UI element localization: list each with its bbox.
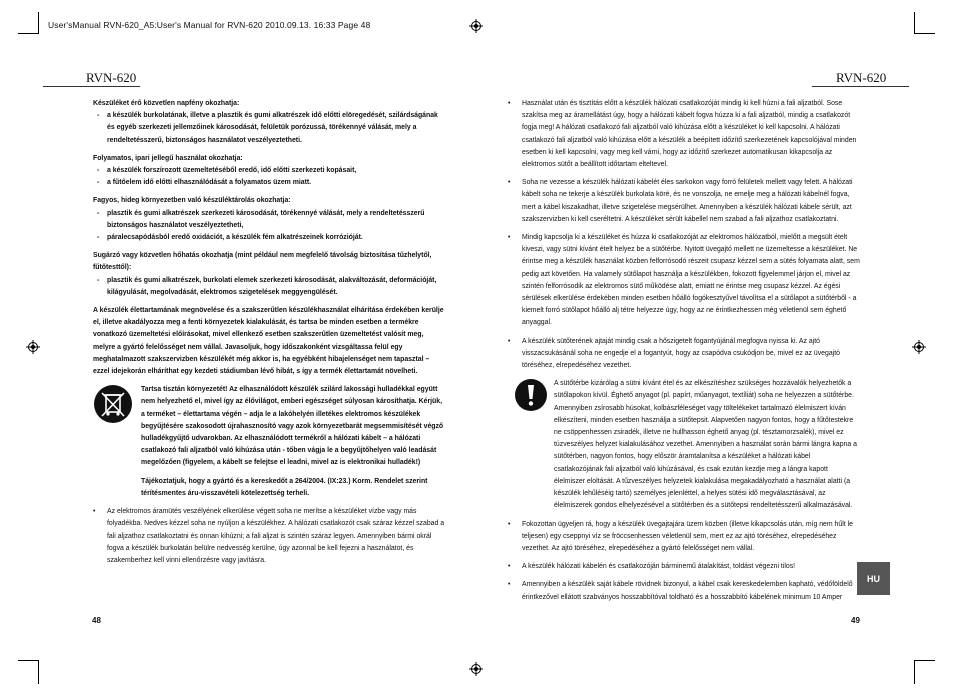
- list-item: - plasztik és gumi alkatrészek, burkolati elemek szerkezeti károsodását, alakváltozását, deformációját, kilágyulását, megolvadását, elektromos szigetelések meggyengülését.: [93, 275, 445, 299]
- crop-mark: [18, 660, 38, 661]
- bullet-item: • A készülék hálózati kábelén és csatlakozóján bárminemű átalakítást, toldást végezni tilos!: [508, 563, 796, 571]
- registration-mark-icon: [912, 340, 926, 354]
- crop-mark: [18, 33, 38, 34]
- dash-list: [93, 208, 445, 245]
- warning-block: [508, 378, 860, 512]
- list-item: - páralecsapódásból eredő oxidációt, a készülék fém alkatrészeinek korrózióját.: [93, 232, 445, 244]
- list-item: - a készülék forszírozott üzemeltetéséből eredő, idő előtti szerkezeti kopásait,: [93, 165, 445, 177]
- list-item: - a fűtőelem idő előtti elhasználódását a folyamatos üzem miatt.: [93, 177, 445, 189]
- header-model-left: RVN-620: [86, 70, 137, 85]
- crop-mark: [38, 660, 39, 684]
- left-column: [93, 98, 445, 567]
- registration-mark-icon: [469, 662, 483, 676]
- bullet-text: A készülék hálózati kábelén és csatlakozóján bárminemű átalakítást, toldást végezni tilos!: [522, 563, 796, 571]
- bullet-item: • Használat után és tisztítás előtt a készülék hálózati csatlakozóját mindig ki kell húzni a fali aljzatból. Sose szakítsa meg az áramellátást úgy, hogy a hálózati kábelt fogva húzza ki a fali aljzatból, mindig a csatlakozót fogja meg! A hálózati csatlakozó fali aljzatból való kihúzása előtt a készüléket ki kell kapcsolni. A hálózati csatlakozó fali aljzatból való kihúzása előtt a készülék a beépített időzítő szerkezetének kapcsolójával minden esetben ki kell kapcsolni, vagy meg kell várni, hogy az időzítő szerkezet automatikusan kikapcsolja az elektromos sütőt a beállított időtartam elteltevel.: [508, 100, 857, 169]
- bullet-item: • Mindig kapcsolja ki a készüléket és húzza ki csatlakozóját az elektromos hálózatból, mielőtt a megsült ételt kiveszi, vagy sütni kívánt ételt helyez be a sütőtérbe. Nyitott üvegajtó mellett ne üzemeltesse a készüléket. Ne érintse meg a készülék használat közben felforrósodó részeit csupasz kézzel sem a sütés folyamata alatt, sem pedig azt követően. Ha valamely sütőlapot használja a készülékben, fokozott figyelemmel járjon el, mivel az szintén felforrósodik az elektromos sütő működése alatt, emiatt ne érintse meg csupasz kézzel. Az égési sérülések elkerülése érdekében minden esetben hőálló fogókesztyűvel távolítsa el a sütőlapot a sütőtérből - a kiemelt forró sütőlapot hőálló alj tétre helyezze úgy, hogy az ne érintkezhessen még véletlenül sem éghető anyaggal.: [508, 234, 860, 327]
- dash-list: [93, 275, 445, 299]
- bullet-text: A készülék sütőterének ajtaját mindig csak a hőszigetelt fogantyújánál megfogva nyissa ki. Az ajtó visszacsukásánál soha ne engedje el a fogantyút, hogy az csapódva csukódjon be, mivel ez az üvegajtó töréséhez, elrepedéséhez vezethet.: [522, 337, 840, 370]
- bullet-text: Amennyiben a készülék saját kábele rövidnek bizonyul, a kábel csak kereskedelemben kapható, védőföldelő érintkezővel ellátott szabványos hosszabbítóval toldható és a hosszabbító kábelének minimum 10 Amper: [522, 581, 853, 601]
- exclamation-warning-icon: [514, 378, 548, 412]
- bullet-text: Fokozottan ügyeljen rá, hogy a készülék üvegajtajára üzem közben (illetve kikapcsolás után, míg nem hűlt le teljesen) egy cseppnyi víz se fröccsenhessen véletlenül sem, mert ez az ajtó töréséhez, elrepedéséhez vezethet. Az ajtó töréséhez, elrepedéséhez a gyártó felelősséget nem vállal.: [522, 520, 853, 552]
- list-item: - a készülék burkolatának, illetve a plasztik és gumi alkatrészek idő előtti elöregedését, szilárdságának és egyéb szerkezeti jellemzőinek károsodását, felületük porózussá, törékennyé válását, mely a rendeltetésszerű, biztonságos használatot veszélyeztetheti.: [93, 110, 445, 147]
- header-rule-right: [812, 86, 909, 87]
- dash-list: [93, 165, 445, 189]
- section-heading: Fagyos, hideg környezetben való készüléktárolás okozhatja:: [93, 197, 291, 205]
- bullet-item: • Az elektromos áramütés veszélyének elkerülése végett soha ne merítse a készüléket vízbe vagy más folyadékba. Nedves kézzel soha ne nyúljon a készülékhez. A hálózati csatlakozót csak száraz kézzel szabad a fali aljzathoz csatlakoztatni és onnan kihúzni; a fali aljzat is szintén száraz legyen. Amennyiben bármi okrál fogva a készülék burkolatán belülre nedvesség kerülne, úgy azonnal be kell fejezni a használatot, és szakemberhez kell vinni ellenőrzésre vagy javításra.: [93, 508, 445, 564]
- bullet-item: • A készülék sütőterének ajtaját mindig csak a hőszigetelt fogantyújánál megfogva nyissa ki. Az ajtó visszacsukásánál soha ne engedje el a fogantyút, hogy az csapódva csukódjon be, mivel ez az üvegajtó töréséhez, elrepedéséhez vezethet.: [508, 337, 840, 370]
- crop-mark: [915, 660, 935, 661]
- header-model-right: RVN-620: [836, 70, 887, 85]
- crossed-out-wheelie-bin-icon: [93, 384, 133, 424]
- bullet-text: Az elektromos áramütés veszélyének elkerülése végett soha ne merítse a készüléket vízbe vagy más folyadékba. Nedves kézzel soha ne nyúljon a készülékhez. A hálózati csatlakozót csak száraz kézzel szabad a fali aljzathoz csatlakoztatni és onnan kihúzni; a fali aljzat is szintén száraz legyen. Amennyiben bármi okrál fogva a készülék burkolatán belülre nedvesség kerülne, úgy azonnal be kell fejezni a használatot, és szakemberhez kell vinni ellenőrzésre vagy javításra.: [107, 508, 445, 564]
- print-slug: User'sManual RVN-620_A5:User's Manual for RVN-620 2010.09.13. 16:33 Page 48: [48, 20, 371, 30]
- crop-mark: [914, 12, 915, 34]
- directive-text: Tájékoztatjuk, hogy a gyártó és a kereskedőt a 264/2004. (IX:23.) Korm. Rendelet szerint térítésmentes áru-visszavételi kötelezettség terheli.: [141, 477, 428, 497]
- disposal-text: Tartsa tisztán környezetét! Az elhasználódott készülék szilárd lakossági hulladékkal együtt nem helyezhető el, mivel így az élővilágot, emberi egészséget súlyosan károsíthatja. Kérjük, a terméket – élettartama végén – adja le a lakóhelyén illetékes elektromos készülékek begyűjtésére szakosodott újrahasznosító vagy azok környezetbarát megsemmisítését végző hulladékgyűjtő udvarokban. Az elhasználódott termékről a hálózati kábelt – a hálózati csatlakozó fali aljzatból való kihúzása után - tőben vágja le a begyűjtőhelyen való leadását megelőzően (figyelem, a kábelt se felejtse el leadni, mivel az is elektronikai hulladék!): [141, 386, 444, 467]
- header-rule-left: [43, 86, 140, 87]
- bullet-item: • Soha ne vezesse a készülék hálózati kábelét éles sarkokon vagy forró felületek mellett vagy felett. A hálózati kábelt soha ne tekerje a készülék burkolata köré, és ne vonszolja, ne emelje meg a hálózati kábelnél fogva, mert a kábel kiszakadhat, illetve szigetelése megsérülhet. Amennyiben a készülék hálózati kábele sérült, azt szakszervizben ki kell cseréltetni. A készüléket sérült kábellel nem szabad a fali aljzathoz csatlakoztatni.: [508, 179, 853, 223]
- warning-text: A sütőtérbe kizárólag a sütni kívánt étel és az elkészítéshez szükséges hozzávalók helyezhetők a sütőlapokon kívül. Éghető anyagot (pl. papírt, műanyagot, textíliát) soha ne helyezzen a sütőtérbe. Amennyiben zsírosabb húsokat, kolbászféleséget vagy töltelékeket tartalmazó élelmiszert kíván elkészíteni, minden esetben használja a sütőtepsit. Alapvetően nagyon fontos, hogy a fűtőtestekre ne csöppenhessen zsiradék, illetve ne hullhasson éghető anyag (pl. tésztamorzsalék), mivel ez túzveszélyes helyzet kialakulásához vezethet. Amennyiben a használat során bármi lángra kapna a sütőtérben, nagyon fontos, hogy először áramtalanítsa a készüléket a hálózati kábel csatlakozójának fali aljzatból való kihúzásával, és csak ezután kezdje meg a lángra kapott élelmiszer eloltását. A tűzveszélyes helyzetek kialakulása megakadályozható a használat alatti (a készülék lehűléséig tartó) személyes jelenléttel, a helyes sütési idő megválasztásával, az élelmiszerek gondos elhelyezésével a sütőtérben és a sütőtepsi rendeltetésszerű alkalmazásával.: [554, 380, 857, 510]
- bullet-text: Használat után és tisztítás előtt a készülék hálózati csatlakozóját mindig ki kell húzni a fali aljzatból. Sose szakítsa meg az áramellátást úgy, hogy a hálózati kábelt fogva húzza ki a fali aljzatból, mindig a csatlakozót fogja meg! A hálózati csatlakozó fali aljzatból való kihúzása előtt a készüléket ki kell kapcsolni. A hálózati csatlakozó fali aljzatból való kihúzása előtt a készülék a beépített időzítő szerkezetének kapcsolójával minden esetben ki kell kapcsolni, vagy meg kell várni, hogy az időzítő szerkezet automatikusan kikapcsolja az elektromos sütőt a beállított időtartam elteltevel.: [522, 100, 857, 169]
- bullet-item: • Amennyiben a készülék saját kábele rövidnek bizonyul, a kábel csak kereskedelemben kapható, védőföldelő érintkezővel ellátott szabványos hosszabbítóval toldható és a hosszabbító kábelének minimum 10 Amper: [508, 581, 853, 601]
- right-column: [508, 98, 860, 604]
- section-heading: Készüléket érő közvetlen napfény okozhatja:: [93, 100, 240, 107]
- bullet-item: • Fokozottan ügyeljen rá, hogy a készülék üvegajtajára üzem közben (illetve kikapcsolás után, míg nem hűlt le teljesen) egy cseppnyi víz se fröccsenhessen véletlenül sem, mert ez az ajtó töréséhez, elrepedéséhez vezethet. Az ajtó töréséhez, elrepedéséhez a gyártó felelősséget nem vállal.: [508, 520, 853, 552]
- registration-mark-icon: [469, 19, 483, 33]
- lifetime-paragraph: A készülék élettartamának megnövelése és a szakszerűtlen készülékhasználat elhárítása érdekében kerülje el, illetve akadályozza meg a fenti környezetek kialakulását, és tartsa be minden esetben a termékre vonatkozó üzemeltetési előírásokat, mivel ellenkező esetben szakszerűtlen üzemeltetést valósít meg, melyre a gyártó felelősséget nem vállal. Javasoljuk, hogy időszakonként vizsgáltassa felül egy meghatalmazott szakszervizben készülékét még akkor is, ha egyébként hibajelenséget nem tapasztal – ezzel idejekorán elháríthat egy kezdeti stádiumban lévő hibát, s így a termék élettartamát növelheti.: [93, 307, 444, 376]
- bullet-text: Mindig kapcsolja ki a készüléket és húzza ki csatlakozóját az elektromos hálózatból, mielőtt a megsült ételt kiveszi, vagy sütni kívánt ételt helyez be a sütőtérbe. Nyitott üvegajtó mellett ne üzemeltesse a készüléket. Ne érintse meg a készülék használat közben felforrósodó részeit csupasz kézzel sem a sütés folyamata alatt, sem pedig azt követően. Ha valamely sütőlapot használja a készülékben, fokozott figyelemmel járjon el, mivel az szintén felforrósodik az elektromos sütő működése alatt, emiatt ne érintse meg csupasz kézzel. Az égési sérülések elkerülése érdekében minden esetben hőálló fogókesztyűvel távolítsa el a sütőlapot a sütőtérből - a kiemelt forró sütőlapot hőálló alj tétre helyezze úgy, hogy az ne érintkezhessen még véletlenül sem éghető anyaggal.: [522, 234, 860, 327]
- section-heading: Sugárzó vagy közvetlen hőhatás okozhatja (mint például nem megfelelő távolság biztosítása tűzhelytől, fűtőtesttől):: [93, 252, 432, 272]
- crop-mark: [914, 660, 915, 684]
- crop-mark: [915, 33, 935, 34]
- registration-mark-icon: [26, 340, 40, 354]
- section-heading: Folyamatos, ipari jellegű használat okozhatja:: [93, 154, 243, 162]
- crop-mark: [38, 12, 39, 34]
- page-number-left: 48: [92, 616, 101, 625]
- list-item: - plasztik és gumi alkatrészek szerkezeti károsodását, törékennyé válását, mely a rendeltetésszerű biztonságos használatot veszélyeztetheti,: [93, 208, 445, 232]
- page-number-right: 49: [851, 616, 860, 625]
- dash-list: [93, 110, 445, 147]
- bullet-text: Soha ne vezesse a készülék hálózati kábelét éles sarkokon vagy forró felületek mellett vagy felett. A hálózati kábelt soha ne tekerje a készülék burkolata köré, és ne vonszolja, ne emelje meg a hálózati kábelnél fogva, mert a kábel kiszakadhat, illetve szigetelése megsérülhet. Amennyiben a készülék hálózati kábele sérült, azt szakszervizben ki kell cseréltetni. A készüléket sérült kábellel nem szabad a fali aljzathoz csatlakoztatni.: [522, 179, 853, 223]
- language-tab: HU: [857, 562, 890, 595]
- disposal-block: [93, 384, 445, 500]
